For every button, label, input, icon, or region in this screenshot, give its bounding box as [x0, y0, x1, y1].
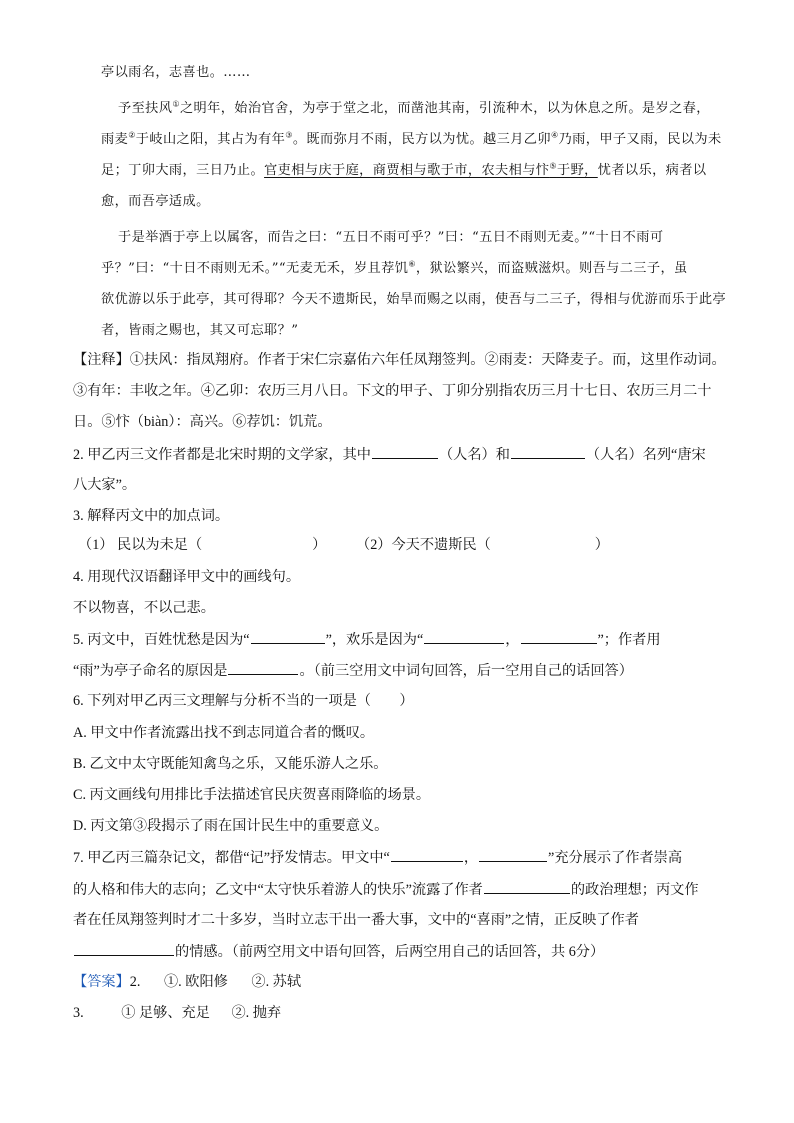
answer-label: 【答案】 — [73, 974, 130, 990]
option-d[interactable]: D. 丙文第③段揭示了雨在国计民生中的重要意义。 — [73, 818, 389, 834]
notes-line: ③有年：丰收之年。④乙卯：农历三月八日。下文的甲子、丁卯分别指农历三月十七日、农历三月二十 — [73, 383, 712, 399]
passage-line: 足；丁卯大雨，三日乃止。官吏相与庆于庭，商贾相与歌于市，农夫相与忭⑤于野，忧者以乐，病者以 — [101, 161, 707, 178]
passage-line: 乎？”曰：“十日不雨则无禾。”“无麦无禾，岁且荐饥⑥，狱讼繁兴，而盗贼滋炽。则吾与二三子，虽 — [101, 259, 688, 276]
passage-line: 愈，而吾亭适成。 — [101, 194, 210, 209]
question-3-item-2: （2）今天不遗斯民（ ） — [356, 537, 609, 553]
question-2: 2. 甲乙丙三文作者都是北宋时期的文学家，其中 （人名）和 （人名）名列“唐宋 — [73, 444, 706, 465]
notes-line: 【注释】①扶风：指凤翔府。作者于宋仁宗嘉佑六年任凤翔签判。②雨麦：天降麦子。而，这里作动词。 — [73, 352, 726, 368]
answer-blank[interactable] — [521, 629, 597, 644]
question-7: 7. 甲乙丙三篇杂记文，都借“记”抒发情志。甲文中“ ， ”充分展示了作者崇高 — [73, 847, 682, 868]
question-7-cont: 的情感。（前两空用文中语句回答，后两空用自己的话回答，共 6分） — [73, 941, 604, 962]
question-4-sentence: 不以物喜，不以己悲。 — [73, 600, 215, 616]
question-2-cont: 八大家”。 — [73, 477, 137, 493]
answer-blank[interactable] — [372, 444, 438, 459]
notes-line: 日。⑤忭（biàn）：高兴。⑥荐饥：饥荒。 — [73, 414, 332, 430]
option-c[interactable]: C. 丙文画线句用排比手法描述官民庆贺喜雨降临的场景。 — [73, 787, 431, 803]
answer-blank[interactable] — [479, 847, 547, 862]
question-7-cont: 者在任凤翔签判时才二十多岁，当时立志干出一番大事，文中的“喜雨”之情，正反映了作者 — [73, 912, 639, 928]
answer-blank[interactable] — [391, 847, 463, 862]
question-4: 4. 用现代汉语翻译甲文中的画线句。 — [73, 569, 301, 585]
underlined-sentence: 官吏相与庆于庭，商贾相与歌于市，农夫相与忭⑤于野， — [264, 161, 598, 178]
passage-line: 亭以雨名，志喜也。…… — [101, 65, 251, 80]
answer-blank[interactable] — [484, 879, 570, 894]
passage-line: 者，皆雨之赐也，其又可忘耶？” — [101, 323, 299, 338]
passage-line: 予至扶风①之明年，始治官舍，为亭于堂之北，而凿池其南，引流种木，以为休息之所。是岁之春， — [118, 99, 710, 116]
answer-blank[interactable] — [228, 660, 298, 675]
passage-line: 雨麦②于岐山之阳，其占为有年③。既而弥月不雨，民方以为忧。越三月乙卯④乃雨，甲子又雨，民以为未 — [101, 130, 722, 147]
answer-3: 3. ① 足够、充足 ②. 抛弃 — [73, 1005, 282, 1021]
answer-blank[interactable] — [251, 629, 325, 644]
answer-2: 【答案】2. ①. 欧阳修 ②. 苏轼 — [73, 974, 302, 990]
passage-line: 欲优游以乐于此亭，其可得耶？今天不遗斯民，始旱而赐之以雨，使吾与二三子，得相与优游而乐于此亭 — [101, 292, 727, 307]
question-6: 6. 下列对甲乙丙三文理解与分析不当的一项是（ ） — [73, 693, 414, 709]
question-7-cont: 的人格和伟大的志向；乙文中“太守快乐着游人的快乐”流露了作者 的政治理想；丙文作 — [73, 879, 699, 900]
question-5: 5. 丙文中，百姓忧愁是因为“ ”，欢乐是因为“ ， ”；作者用 — [73, 629, 661, 650]
answer-blank[interactable] — [511, 444, 585, 459]
answer-blank[interactable] — [74, 941, 174, 956]
option-a[interactable]: A. 甲文中作者流露出找不到志同道合者的慨叹。 — [73, 725, 375, 741]
passage-line: 于是举酒于亭上以属客，而告之曰：“五日不雨可乎？”曰：“五日不雨则无麦。”“十日不雨可 — [118, 230, 664, 245]
answer-blank[interactable] — [424, 629, 504, 644]
question-3: 3. 解释丙文中的加点词。 — [73, 508, 230, 524]
question-3-item-1: （1） 民以为未足（ ） — [78, 537, 327, 553]
option-b[interactable]: B. 乙文中太守既能知禽鸟之乐，又能乐游人之乐。 — [73, 756, 388, 772]
question-5-cont: “雨”为亭子命名的原因是 。（前三空用文中词句回答，后一空用自己的话回答） — [73, 660, 633, 681]
